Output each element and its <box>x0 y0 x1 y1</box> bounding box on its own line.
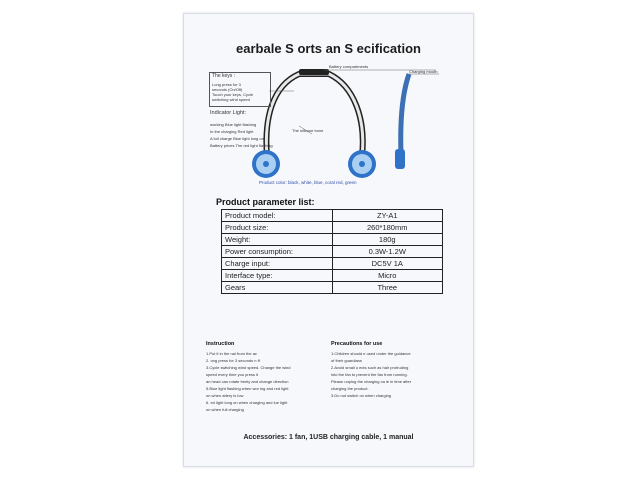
param-value: DC5V 1A <box>332 258 443 270</box>
param-value: Three <box>332 282 443 294</box>
list-item: Please unplug the charging ca le in time after <box>331 379 412 384</box>
param-value: 180g <box>332 234 443 246</box>
table-row <box>222 222 443 234</box>
keys-line-2: Long press for 3 <box>212 82 241 87</box>
param-label: Product size: <box>222 222 333 234</box>
params-title: Product parameter list: <box>216 197 315 207</box>
table-row <box>222 258 443 270</box>
table-row <box>222 234 443 246</box>
left-fan <box>252 150 280 178</box>
side-view-band <box>401 74 409 154</box>
indicator-line-full: A full charge Blue light long on <box>210 136 264 141</box>
table-row <box>222 282 443 294</box>
list-item: 3.Cycle switching wind speed. Change the wind <box>206 365 291 370</box>
battery-compartment-label: Battery compartments <box>329 64 369 69</box>
param-label: Product model: <box>222 210 333 222</box>
param-value: 0.3W-1.2W <box>332 246 443 258</box>
params-table <box>221 209 443 294</box>
instruction-title: Instruction <box>206 341 235 347</box>
list-item: on when full charging <box>206 407 244 412</box>
indicator-line-battery: Battery prices The red light flashing <box>210 143 273 148</box>
manual-sheet <box>183 13 474 467</box>
list-item: into the fan to prevent the fan from running. <box>331 372 408 377</box>
list-item: 3.Do not switch on when charging <box>331 393 392 398</box>
table-row <box>222 246 443 258</box>
precautions-title: Precautions for use <box>331 341 383 347</box>
list-item: 1.Put it in the nai from the ac <box>206 351 257 356</box>
list-item: an head can rotate freely and change direction <box>206 379 289 384</box>
param-label: Power consumption: <box>222 246 333 258</box>
keys-line-3: seconds (On/Off) <box>212 87 243 92</box>
param-label: Gears <box>222 282 333 294</box>
charging-mouth-label: Charging mouth <box>409 69 438 74</box>
param-label: Interface type: <box>222 270 333 282</box>
list-item: 6. ed light long on when charging and lue light <box>206 400 288 405</box>
product-diagram <box>204 64 459 189</box>
page-title: earbale S orts an S ecification <box>236 41 421 56</box>
list-item: 5.Blue light flashing when wor ing and red light <box>206 386 289 391</box>
list-item: of their guardians <box>331 358 362 363</box>
accessories-line: Accessories: 1 fan, 1USB charging cable, 1 manual <box>243 434 414 441</box>
param-value: ZY-A1 <box>332 210 443 222</box>
param-value: Micro <box>332 270 443 282</box>
indicator-line-working: working Blue light flashing <box>210 122 257 127</box>
param-label: Charge input: <box>222 258 333 270</box>
list-item: speed every time you press it <box>206 372 259 377</box>
table-row <box>222 210 443 222</box>
keys-line-4: Touch your keys, Cycle <box>212 92 254 97</box>
product-color-line: Product color: black, white, blue, coral red, green <box>259 180 357 185</box>
keys-line-5: switching wind speed <box>212 97 250 102</box>
table-row <box>222 270 443 282</box>
precautions-list <box>331 350 411 399</box>
indicator-line-charging: In the charging Red light <box>210 129 254 134</box>
silicone-bone-label: The silicone bone <box>292 128 324 133</box>
param-label: Weight: <box>222 234 333 246</box>
instruction-list <box>206 350 291 413</box>
list-item: 1.Children should e used under the guidance <box>331 351 411 356</box>
keys-callout <box>209 72 271 107</box>
list-item: 2.Avoid small o ects such as hair protruding <box>331 365 409 370</box>
keys-line-1: The keys : <box>212 73 236 79</box>
param-value: 260*180mm <box>332 222 443 234</box>
list-item: on when attery is low <box>206 393 244 398</box>
right-fan <box>348 150 376 178</box>
list-item: 2. ong press for 3 seconds n ff <box>206 358 260 363</box>
side-view-fan <box>395 149 405 169</box>
list-item: charging the product. <box>331 386 369 391</box>
indicator-title: Indicator Light: <box>210 110 247 116</box>
